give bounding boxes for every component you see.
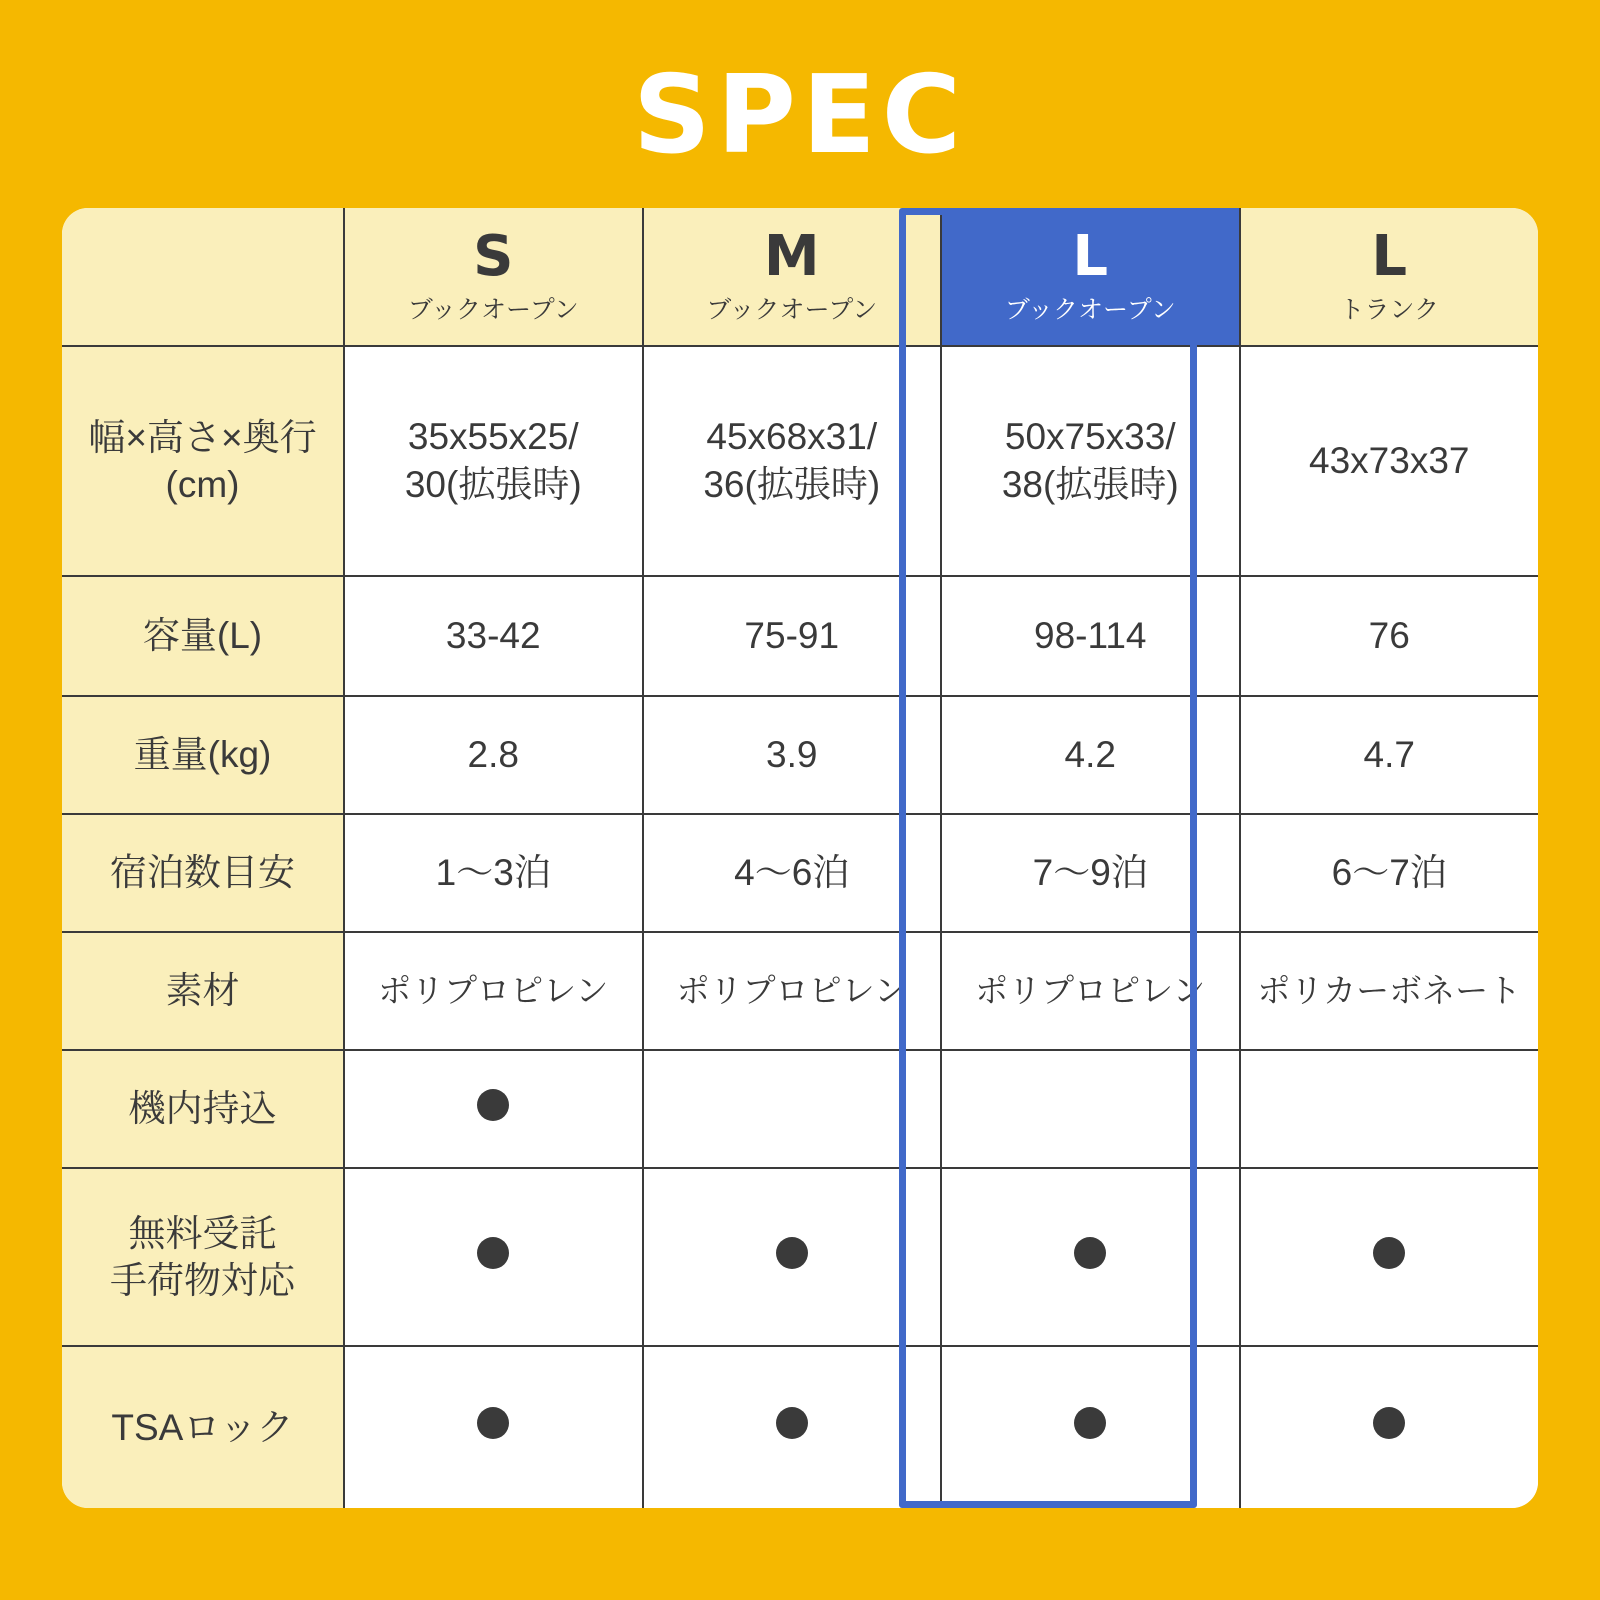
cell-nights-l-bookopen: 7〜9泊 — [941, 814, 1240, 932]
cell-baggage-l-trunk — [1240, 1168, 1539, 1346]
spec-table — [62, 208, 1538, 1508]
column-type-label: トランク — [1339, 295, 1439, 324]
spec-table-container — [62, 208, 1538, 1508]
cell-nights-m: 4〜6泊 — [643, 814, 942, 932]
cell-nights-s: 1〜3泊 — [344, 814, 643, 932]
column-type-label: ブックオープン — [1004, 295, 1176, 324]
cell-weight-l-bookopen: 4.2 — [941, 696, 1240, 814]
cell-capacity-l-trunk: 76 — [1240, 576, 1539, 696]
cell-line1: 45x68x31/ — [706, 415, 878, 457]
cell-nights-l-trunk: 6〜7泊 — [1240, 814, 1539, 932]
cell-baggage-m — [643, 1168, 942, 1346]
row-label-line2: (cm) — [165, 464, 240, 505]
row-label-weight: 重量(kg) — [62, 696, 344, 814]
cell-tsa-m — [643, 1346, 942, 1508]
row-label-nights: 宿泊数目安 — [62, 814, 344, 932]
column-size-label: S — [473, 224, 514, 290]
cell-baggage-s — [344, 1168, 643, 1346]
cell-carryon-l-bookopen — [941, 1050, 1240, 1168]
check-dot-icon — [477, 1089, 509, 1121]
cell-dimensions-l-trunk — [1240, 346, 1539, 576]
header-corner-cell — [62, 208, 344, 346]
check-dot-icon — [1074, 1237, 1106, 1269]
row-label-line1: 無料受託 — [128, 1212, 277, 1254]
cell-line2: 38(拡張時) — [1001, 464, 1179, 505]
cell-material-l-trunk: ポリカーボネート — [1240, 932, 1539, 1050]
cell-tsa-l-bookopen — [941, 1346, 1240, 1508]
row-label-material: 素材 — [62, 932, 344, 1050]
cell-carryon-s — [344, 1050, 643, 1168]
row-label-free-checked-baggage — [62, 1168, 344, 1346]
check-dot-icon — [1373, 1237, 1405, 1269]
row-label-carryon: 機内持込 — [62, 1050, 344, 1168]
cell-carryon-l-trunk — [1240, 1050, 1539, 1168]
cell-material-m: ポリプロピレン — [643, 932, 942, 1050]
cell-capacity-l-bookopen: 98-114 — [941, 576, 1240, 696]
column-size-label: L — [1072, 224, 1109, 290]
cell-dimensions-s — [344, 346, 643, 576]
column-header-s[interactable] — [344, 208, 643, 346]
cell-carryon-m — [643, 1050, 942, 1168]
table-row — [62, 1050, 1538, 1168]
cell-dimensions-l-bookopen — [941, 346, 1240, 576]
page-title: SPEC — [633, 53, 967, 178]
cell-line1: 35x55x25/ — [407, 415, 579, 457]
table-row — [62, 932, 1538, 1050]
cell-dimensions-m — [643, 346, 942, 576]
cell-material-l-bookopen: ポリプロピレン — [941, 932, 1240, 1050]
cell-capacity-s: 33-42 — [344, 576, 643, 696]
column-type-label: ブックオープン — [706, 295, 878, 324]
check-dot-icon — [477, 1237, 509, 1269]
row-label-capacity: 容量(L) — [62, 576, 344, 696]
row-label-line1: 幅×高さ×奥行 — [88, 416, 317, 458]
table-row — [62, 814, 1538, 932]
cell-line2: 30(拡張時) — [404, 464, 582, 505]
cell-line2: 36(拡張時) — [703, 464, 881, 505]
cell-line1: 43x73x37 — [1309, 439, 1470, 481]
table-row — [62, 576, 1538, 696]
table-row — [62, 696, 1538, 814]
column-header-l-bookopen-selected[interactable] — [941, 208, 1240, 346]
check-dot-icon — [776, 1407, 808, 1439]
column-header-l-trunk[interactable] — [1240, 208, 1539, 346]
cell-tsa-s — [344, 1346, 643, 1508]
table-row — [62, 1346, 1538, 1508]
column-type-label: ブックオープン — [407, 295, 579, 324]
row-label-dimensions — [62, 346, 344, 576]
cell-weight-l-trunk: 4.7 — [1240, 696, 1539, 814]
cell-line1: 50x75x33/ — [1004, 415, 1176, 457]
column-size-label: L — [1371, 224, 1408, 290]
row-label-line2: 手荷物対応 — [110, 1260, 295, 1301]
column-header-m[interactable] — [643, 208, 942, 346]
cell-material-s: ポリプロピレン — [344, 932, 643, 1050]
check-dot-icon — [1373, 1407, 1405, 1439]
cell-weight-m: 3.9 — [643, 696, 942, 814]
check-dot-icon — [1074, 1407, 1106, 1439]
cell-capacity-m: 75-91 — [643, 576, 942, 696]
row-label-tsa-lock: TSAロック — [62, 1346, 344, 1508]
table-row — [62, 346, 1538, 576]
cell-tsa-l-trunk — [1240, 1346, 1539, 1508]
table-row — [62, 1168, 1538, 1346]
cell-baggage-l-bookopen — [941, 1168, 1240, 1346]
column-size-label: M — [763, 224, 820, 290]
table-header-row — [62, 208, 1538, 346]
check-dot-icon — [477, 1407, 509, 1439]
cell-weight-s: 2.8 — [344, 696, 643, 814]
check-dot-icon — [776, 1237, 808, 1269]
